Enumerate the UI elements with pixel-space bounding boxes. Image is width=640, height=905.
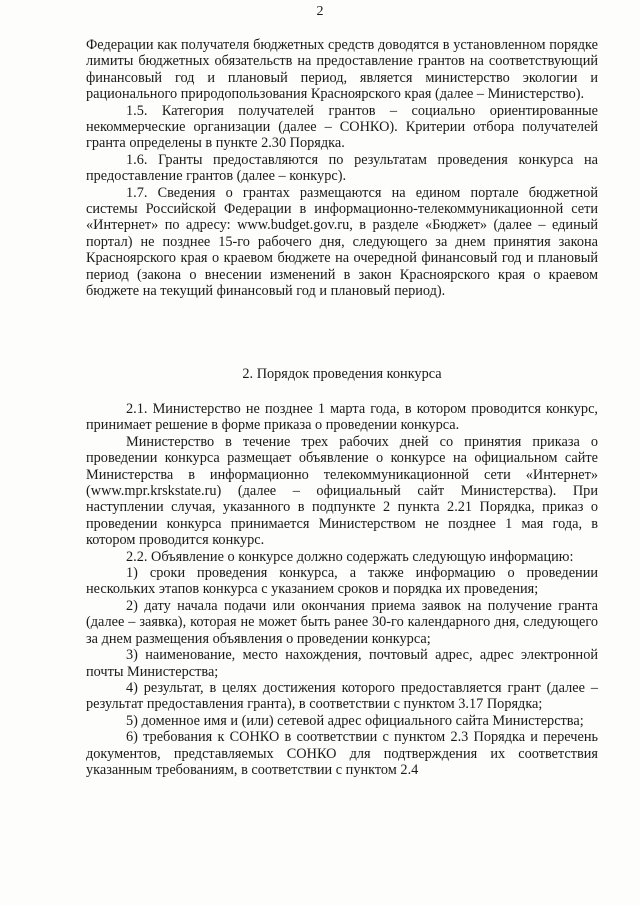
list-item: 4) результат, в целях достижения которого предоставляется грант (далее – результат предоставления гранта), в соответствии с пунктом 3.17 Порядка; bbox=[86, 679, 598, 713]
document-body-top bbox=[86, 37, 598, 300]
list-item: 3) наименование, место нахождения, почтовый адрес, адрес электронной почты Министерства; bbox=[86, 647, 598, 680]
list-item: 6) требования к СОНКО в соответствии с пунктом 2.3 Порядка и перечень документов, представляемых СОНКО для подтверждения их соответствия указанным требованиям, в соответствии с пунктом 2.4 bbox=[86, 729, 598, 778]
list-item: 2) дату начала подачи или окончания приема заявок на получение гранта (далее – заявка), которая не может быть ранее 30-го календарного дня, следующего за днем размещения объявления о проведении конкурса; bbox=[86, 597, 598, 647]
paragraph: 1.5. Категория получателей грантов – социально ориентированные некоммерческие организации (далее – СОНКО). Критерии отбора получателей гранта определены в пункте 2.30 Порядка. bbox=[86, 102, 598, 152]
paragraph: Федерации как получателя бюджетных средств доводятся в установленном порядке лимиты бюджетных обязательств на предоставление грантов на соответствующий финансовый год и плановый период, является министерство экологии и рационального природопользования Красноярского края (далее – Министерство). bbox=[86, 37, 598, 103]
page-number: 2 bbox=[316, 4, 324, 19]
paragraph: 2.2. Объявление о конкурсе должно содержать следующую информацию: bbox=[126, 548, 574, 565]
paragraph: 2.1. Министерство не позднее 1 марта года, в котором проводится конкурс, принимает решение в форме приказа о проведении конкурса. bbox=[86, 401, 598, 434]
paragraph: 1.7. Сведения о грантах размещаются на едином портале бюджетной системы Российской Федерации в информационно-телекоммуникационной сети «Интернет» по адресу: www.budget.gov.ru, в разделе «Бюджет» (далее – единый портал) не позднее 15-го рабочего дня, следующего за днем принятия закона Красноярского края о краевом бюджете на очередной финансовый год и плановый период (закона о внесении изменений в закон Красноярского края о краевом бюджете на текущий финансовый год и плановый период). bbox=[86, 184, 598, 300]
paragraph: 1.6. Гранты предоставляются по результатам проведения конкурса на предоставление грантов (далее – конкурс). bbox=[86, 151, 598, 185]
document-body-bottom bbox=[86, 401, 598, 778]
list-item: 5) доменное имя и (или) сетевой адрес официального сайта Министерства; bbox=[126, 712, 584, 729]
section-title: 2. Порядок проведения конкурса bbox=[242, 366, 442, 382]
list-item: 1) сроки проведения конкурса, а также информацию о проведении нескольких этапов конкурса с указанием сроков и порядка их проведения; bbox=[86, 565, 598, 598]
paragraph: Министерство в течение трех рабочих дней со принятия приказа о проведении конкурса размещает объявление о конкурсе на официальном сайте Министерства в информационно телекоммуникационной сети «Интернет» (www.mpr.krskstate.ru) (далее – официальный сайт Министерства). При наступлении случая, указанного в подпункте 2 пункта 2.21 Порядка, приказ о проведении конкурса принимается Министерством не позднее 1 мая года, в котором проводится конкурс. bbox=[86, 433, 598, 549]
